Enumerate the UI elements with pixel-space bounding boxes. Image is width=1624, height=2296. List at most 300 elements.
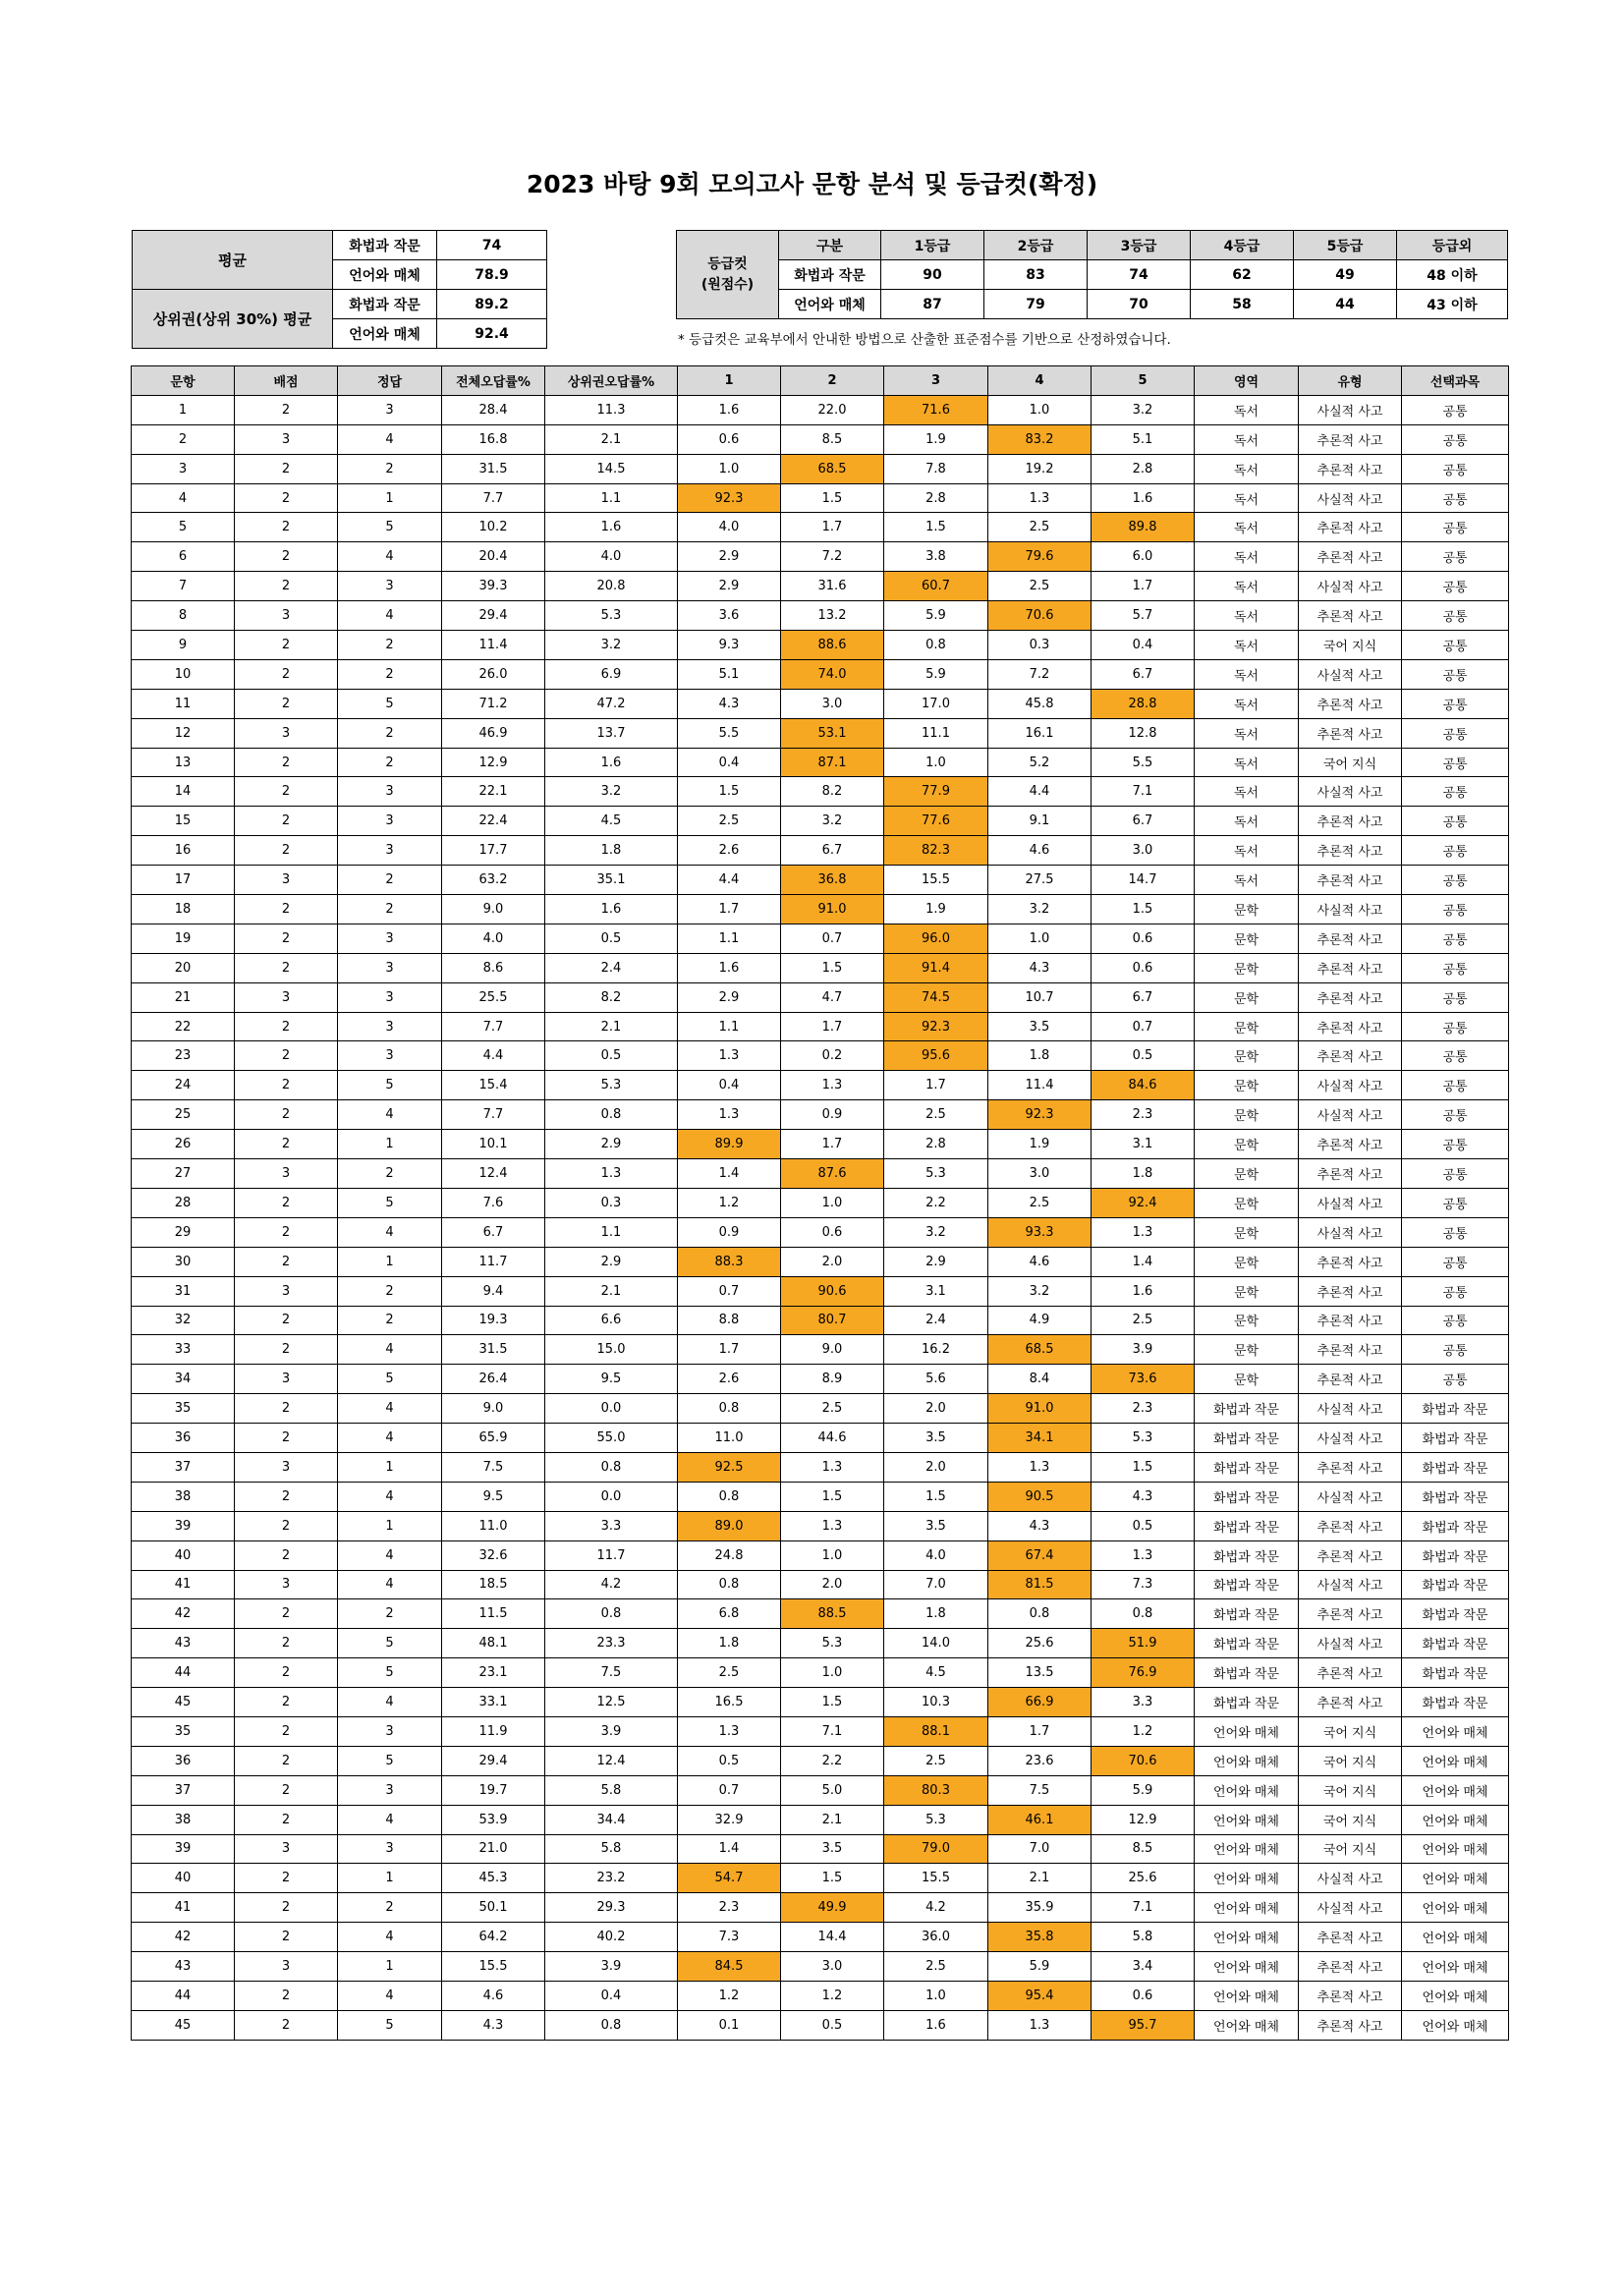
choice-1-cell: 2.5 bbox=[678, 807, 781, 836]
elective-cell: 공통 bbox=[1402, 689, 1509, 718]
type-cell: 추론적 사고 bbox=[1299, 1599, 1402, 1629]
choice-5-cell: 2.3 bbox=[1092, 1394, 1195, 1424]
choice-3-cell: 5.3 bbox=[884, 1805, 988, 1834]
elective-cell: 언어와 매체 bbox=[1402, 1775, 1509, 1805]
choice-5-cell: 89.8 bbox=[1092, 513, 1195, 542]
type-cell: 추론적 사고 bbox=[1299, 807, 1402, 836]
choice-5-cell: 4.3 bbox=[1092, 1482, 1195, 1511]
top-error-rate-cell: 0.5 bbox=[545, 924, 678, 953]
item-number-cell: 25 bbox=[132, 1100, 235, 1130]
column-header-choice-1: 1 bbox=[678, 366, 781, 396]
type-cell: 추론적 사고 bbox=[1299, 1247, 1402, 1276]
choice-2-cell: 90.6 bbox=[781, 1276, 884, 1306]
top-error-rate-cell: 5.8 bbox=[545, 1834, 678, 1864]
elective-cell: 화법과 작문 bbox=[1402, 1452, 1509, 1482]
total-error-rate-cell: 64.2 bbox=[442, 1923, 545, 1952]
total-error-rate-cell: 11.7 bbox=[442, 1247, 545, 1276]
points-cell: 2 bbox=[235, 748, 338, 777]
choice-2-cell: 1.5 bbox=[781, 953, 884, 982]
answer-cell: 4 bbox=[338, 1923, 442, 1952]
total-error-rate-cell: 32.6 bbox=[442, 1540, 545, 1570]
points-cell: 3 bbox=[235, 866, 338, 895]
choice-1-cell: 32.9 bbox=[678, 1805, 781, 1834]
average-subject: 언어와 매체 bbox=[333, 319, 437, 349]
choice-1-cell: 0.8 bbox=[678, 1570, 781, 1599]
table-row bbox=[132, 1775, 1509, 1805]
top-error-rate-cell: 11.7 bbox=[545, 1540, 678, 1570]
total-error-rate-cell: 39.3 bbox=[442, 572, 545, 601]
area-cell: 문학 bbox=[1195, 1217, 1299, 1247]
table-row bbox=[132, 1658, 1509, 1688]
top-error-rate-cell: 4.0 bbox=[545, 542, 678, 572]
item-number-cell: 43 bbox=[132, 1629, 235, 1658]
points-cell: 2 bbox=[235, 1424, 338, 1453]
choice-1-cell: 1.4 bbox=[678, 1159, 781, 1189]
points-cell: 3 bbox=[235, 982, 338, 1012]
elective-cell: 공통 bbox=[1402, 836, 1509, 866]
table-row bbox=[132, 1276, 1509, 1306]
cut-header: 5등급 bbox=[1294, 231, 1397, 260]
choice-3-cell: 96.0 bbox=[884, 924, 988, 953]
total-error-rate-cell: 45.3 bbox=[442, 1864, 545, 1893]
total-error-rate-cell: 19.3 bbox=[442, 1306, 545, 1335]
table-row bbox=[132, 1716, 1509, 1746]
choice-5-cell: 3.0 bbox=[1092, 836, 1195, 866]
item-number-cell: 41 bbox=[132, 1893, 235, 1923]
points-cell: 3 bbox=[235, 1570, 338, 1599]
average-table bbox=[132, 230, 547, 349]
points-cell: 2 bbox=[235, 1012, 338, 1041]
choice-1-cell: 9.3 bbox=[678, 631, 781, 660]
item-number-cell: 42 bbox=[132, 1923, 235, 1952]
points-cell: 2 bbox=[235, 1188, 338, 1217]
choice-4-cell: 2.5 bbox=[988, 572, 1092, 601]
elective-cell: 공통 bbox=[1402, 1365, 1509, 1394]
choice-4-cell: 66.9 bbox=[988, 1688, 1092, 1717]
choice-3-cell: 1.0 bbox=[884, 748, 988, 777]
choice-3-cell: 2.5 bbox=[884, 1100, 988, 1130]
choice-4-cell: 9.1 bbox=[988, 807, 1092, 836]
area-cell: 문학 bbox=[1195, 1071, 1299, 1100]
choice-1-cell: 1.3 bbox=[678, 1716, 781, 1746]
area-cell: 독서 bbox=[1195, 659, 1299, 689]
points-cell: 3 bbox=[235, 1834, 338, 1864]
choice-4-cell: 45.8 bbox=[988, 689, 1092, 718]
table-row bbox=[132, 1952, 1509, 1982]
total-error-rate-cell: 29.4 bbox=[442, 1746, 545, 1775]
table-row bbox=[132, 1834, 1509, 1864]
points-cell: 2 bbox=[235, 395, 338, 424]
type-cell: 사실적 사고 bbox=[1299, 395, 1402, 424]
type-cell: 국어 지식 bbox=[1299, 1775, 1402, 1805]
item-number-cell: 45 bbox=[132, 1688, 235, 1717]
type-cell: 추론적 사고 bbox=[1299, 601, 1402, 631]
choice-5-cell: 1.4 bbox=[1092, 1247, 1195, 1276]
answer-cell: 1 bbox=[338, 1864, 442, 1893]
choice-2-cell: 0.2 bbox=[781, 1041, 884, 1071]
item-number-cell: 13 bbox=[132, 748, 235, 777]
choice-3-cell: 17.0 bbox=[884, 689, 988, 718]
item-number-cell: 43 bbox=[132, 1952, 235, 1982]
choice-3-cell: 74.5 bbox=[884, 982, 988, 1012]
choice-2-cell: 1.3 bbox=[781, 1511, 884, 1540]
total-error-rate-cell: 33.1 bbox=[442, 1688, 545, 1717]
total-error-rate-cell: 11.9 bbox=[442, 1716, 545, 1746]
elective-cell: 언어와 매체 bbox=[1402, 1981, 1509, 2010]
choice-2-cell: 87.6 bbox=[781, 1159, 884, 1189]
column-header-choice-4: 4 bbox=[988, 366, 1092, 396]
elective-cell: 공통 bbox=[1402, 953, 1509, 982]
item-number-cell: 30 bbox=[132, 1247, 235, 1276]
choice-5-cell: 2.8 bbox=[1092, 454, 1195, 483]
points-cell: 2 bbox=[235, 1981, 338, 2010]
answer-cell: 3 bbox=[338, 953, 442, 982]
top-error-rate-cell: 5.3 bbox=[545, 1071, 678, 1100]
answer-cell: 3 bbox=[338, 836, 442, 866]
elective-cell: 공통 bbox=[1402, 895, 1509, 924]
choice-3-cell: 3.5 bbox=[884, 1511, 988, 1540]
choice-3-cell: 1.5 bbox=[884, 1482, 988, 1511]
top-error-rate-cell: 1.6 bbox=[545, 748, 678, 777]
elective-cell: 공통 bbox=[1402, 572, 1509, 601]
type-cell: 국어 지식 bbox=[1299, 748, 1402, 777]
choice-2-cell: 7.2 bbox=[781, 542, 884, 572]
item-analysis-table bbox=[131, 365, 1509, 2041]
area-cell: 문학 bbox=[1195, 982, 1299, 1012]
choice-3-cell: 14.0 bbox=[884, 1629, 988, 1658]
top-error-rate-cell: 40.2 bbox=[545, 1923, 678, 1952]
choice-1-cell: 6.8 bbox=[678, 1599, 781, 1629]
item-number-cell: 12 bbox=[132, 718, 235, 748]
points-cell: 2 bbox=[235, 542, 338, 572]
points-cell: 2 bbox=[235, 1716, 338, 1746]
choice-3-cell: 2.8 bbox=[884, 1130, 988, 1159]
points-cell: 3 bbox=[235, 1452, 338, 1482]
top-error-rate-cell: 4.5 bbox=[545, 807, 678, 836]
answer-cell: 4 bbox=[338, 1217, 442, 1247]
choice-3-cell: 36.0 bbox=[884, 1923, 988, 1952]
choice-3-cell: 2.2 bbox=[884, 1188, 988, 1217]
area-cell: 문학 bbox=[1195, 1306, 1299, 1335]
choice-4-cell: 0.8 bbox=[988, 1599, 1092, 1629]
choice-5-cell: 1.8 bbox=[1092, 1159, 1195, 1189]
item-number-cell: 22 bbox=[132, 1012, 235, 1041]
elective-cell: 언어와 매체 bbox=[1402, 1746, 1509, 1775]
item-number-cell: 6 bbox=[132, 542, 235, 572]
choice-2-cell: 0.9 bbox=[781, 1100, 884, 1130]
answer-cell: 5 bbox=[338, 1188, 442, 1217]
type-cell: 추론적 사고 bbox=[1299, 1952, 1402, 1982]
top-error-rate-cell: 2.9 bbox=[545, 1247, 678, 1276]
elective-cell: 공통 bbox=[1402, 424, 1509, 454]
item-number-cell: 44 bbox=[132, 1658, 235, 1688]
item-number-cell: 26 bbox=[132, 1130, 235, 1159]
choice-2-cell: 7.1 bbox=[781, 1716, 884, 1746]
total-error-rate-cell: 50.1 bbox=[442, 1893, 545, 1923]
choice-2-cell: 8.9 bbox=[781, 1365, 884, 1394]
column-header-top-error-rate: 상위권오답률% bbox=[545, 366, 678, 396]
points-cell: 3 bbox=[235, 424, 338, 454]
points-cell: 2 bbox=[235, 1335, 338, 1365]
cut-value: 83 bbox=[984, 260, 1088, 290]
choice-4-cell: 19.2 bbox=[988, 454, 1092, 483]
choice-1-cell: 84.5 bbox=[678, 1952, 781, 1982]
choice-4-cell: 4.9 bbox=[988, 1306, 1092, 1335]
points-cell: 2 bbox=[235, 1746, 338, 1775]
answer-cell: 2 bbox=[338, 454, 442, 483]
choice-2-cell: 1.3 bbox=[781, 1071, 884, 1100]
choice-4-cell: 3.2 bbox=[988, 1276, 1092, 1306]
choice-1-cell: 0.8 bbox=[678, 1394, 781, 1424]
table-row bbox=[132, 1041, 1509, 1071]
table-row bbox=[132, 631, 1509, 660]
choice-3-cell: 2.0 bbox=[884, 1394, 988, 1424]
choice-2-cell: 8.5 bbox=[781, 424, 884, 454]
answer-cell: 3 bbox=[338, 1041, 442, 1071]
area-cell: 독서 bbox=[1195, 542, 1299, 572]
answer-cell: 1 bbox=[338, 1247, 442, 1276]
area-cell: 문학 bbox=[1195, 953, 1299, 982]
elective-cell: 공통 bbox=[1402, 1071, 1509, 1100]
choice-5-cell: 3.9 bbox=[1092, 1335, 1195, 1365]
type-cell: 국어 지식 bbox=[1299, 1746, 1402, 1775]
choice-4-cell: 1.3 bbox=[988, 483, 1092, 513]
total-error-rate-cell: 11.5 bbox=[442, 1599, 545, 1629]
answer-cell: 2 bbox=[338, 866, 442, 895]
choice-5-cell: 1.6 bbox=[1092, 483, 1195, 513]
choice-5-cell: 1.2 bbox=[1092, 1716, 1195, 1746]
choice-4-cell: 4.3 bbox=[988, 1511, 1092, 1540]
item-number-cell: 40 bbox=[132, 1864, 235, 1893]
choice-1-cell: 11.0 bbox=[678, 1424, 781, 1453]
points-cell: 2 bbox=[235, 1775, 338, 1805]
choice-3-cell: 2.0 bbox=[884, 1452, 988, 1482]
choice-1-cell: 1.6 bbox=[678, 953, 781, 982]
points-cell: 2 bbox=[235, 659, 338, 689]
table-row bbox=[132, 1247, 1509, 1276]
answer-cell: 4 bbox=[338, 1335, 442, 1365]
elective-cell: 공통 bbox=[1402, 866, 1509, 895]
choice-1-cell: 4.0 bbox=[678, 513, 781, 542]
type-cell: 추론적 사고 bbox=[1299, 982, 1402, 1012]
answer-cell: 4 bbox=[338, 1688, 442, 1717]
elective-cell: 공통 bbox=[1402, 483, 1509, 513]
table-row bbox=[132, 1482, 1509, 1511]
points-cell: 2 bbox=[235, 807, 338, 836]
choice-2-cell: 3.5 bbox=[781, 1834, 884, 1864]
area-cell: 언어와 매체 bbox=[1195, 1981, 1299, 2010]
table-row bbox=[132, 1805, 1509, 1834]
area-cell: 독서 bbox=[1195, 395, 1299, 424]
item-number-cell: 21 bbox=[132, 982, 235, 1012]
type-cell: 추론적 사고 bbox=[1299, 1306, 1402, 1335]
choice-1-cell: 2.9 bbox=[678, 542, 781, 572]
choice-3-cell: 71.6 bbox=[884, 395, 988, 424]
answer-cell: 2 bbox=[338, 1276, 442, 1306]
points-cell: 2 bbox=[235, 1658, 338, 1688]
choice-4-cell: 3.0 bbox=[988, 1159, 1092, 1189]
total-error-rate-cell: 19.7 bbox=[442, 1775, 545, 1805]
total-error-rate-cell: 10.2 bbox=[442, 513, 545, 542]
cut-value: 58 bbox=[1191, 290, 1294, 319]
item-number-cell: 20 bbox=[132, 953, 235, 982]
choice-2-cell: 1.7 bbox=[781, 1012, 884, 1041]
table-row bbox=[132, 572, 1509, 601]
answer-cell: 1 bbox=[338, 1130, 442, 1159]
area-cell: 독서 bbox=[1195, 718, 1299, 748]
choice-4-cell: 25.6 bbox=[988, 1629, 1092, 1658]
elective-cell: 화법과 작문 bbox=[1402, 1688, 1509, 1717]
choice-4-cell: 68.5 bbox=[988, 1335, 1092, 1365]
table-row bbox=[132, 1130, 1509, 1159]
table-row bbox=[132, 1688, 1509, 1717]
table-row bbox=[132, 1365, 1509, 1394]
type-cell: 추론적 사고 bbox=[1299, 424, 1402, 454]
elective-cell: 언어와 매체 bbox=[1402, 1834, 1509, 1864]
choice-3-cell: 82.3 bbox=[884, 836, 988, 866]
average-subject: 화법과 작문 bbox=[333, 231, 437, 260]
choice-3-cell: 80.3 bbox=[884, 1775, 988, 1805]
choice-4-cell: 7.5 bbox=[988, 1775, 1092, 1805]
choice-4-cell: 79.6 bbox=[988, 542, 1092, 572]
cut-subject: 언어와 매체 bbox=[779, 290, 881, 319]
type-cell: 추론적 사고 bbox=[1299, 1452, 1402, 1482]
type-cell: 국어 지식 bbox=[1299, 1834, 1402, 1864]
choice-3-cell: 1.5 bbox=[884, 513, 988, 542]
top-error-rate-cell: 1.8 bbox=[545, 836, 678, 866]
choice-1-cell: 1.0 bbox=[678, 454, 781, 483]
choice-3-cell: 4.0 bbox=[884, 1540, 988, 1570]
choice-3-cell: 1.9 bbox=[884, 895, 988, 924]
table-row bbox=[132, 1570, 1509, 1599]
cut-header: 2등급 bbox=[984, 231, 1088, 260]
table-row bbox=[132, 836, 1509, 866]
area-cell: 언어와 매체 bbox=[1195, 1952, 1299, 1982]
choice-5-cell: 14.7 bbox=[1092, 866, 1195, 895]
column-header-area: 영역 bbox=[1195, 366, 1299, 396]
answer-cell: 5 bbox=[338, 1629, 442, 1658]
choice-4-cell: 5.2 bbox=[988, 748, 1092, 777]
choice-3-cell: 2.8 bbox=[884, 483, 988, 513]
elective-cell: 화법과 작문 bbox=[1402, 1482, 1509, 1511]
points-cell: 2 bbox=[235, 924, 338, 953]
top-error-rate-cell: 0.8 bbox=[545, 1599, 678, 1629]
choice-2-cell: 13.2 bbox=[781, 601, 884, 631]
answer-cell: 5 bbox=[338, 2010, 442, 2040]
area-cell: 화법과 작문 bbox=[1195, 1570, 1299, 1599]
elective-cell: 공통 bbox=[1402, 601, 1509, 631]
top-average-label: 상위권(상위 30%) 평균 bbox=[133, 290, 333, 349]
elective-cell: 공통 bbox=[1402, 718, 1509, 748]
elective-cell: 공통 bbox=[1402, 1041, 1509, 1071]
item-number-cell: 42 bbox=[132, 1599, 235, 1629]
choice-1-cell: 1.2 bbox=[678, 1981, 781, 2010]
area-cell: 언어와 매체 bbox=[1195, 1893, 1299, 1923]
choice-5-cell: 0.7 bbox=[1092, 1012, 1195, 1041]
top-error-rate-cell: 2.1 bbox=[545, 1276, 678, 1306]
points-cell: 2 bbox=[235, 836, 338, 866]
type-cell: 추론적 사고 bbox=[1299, 1041, 1402, 1071]
item-number-cell: 4 bbox=[132, 483, 235, 513]
elective-cell: 공통 bbox=[1402, 924, 1509, 953]
column-header-item-number: 문항 bbox=[132, 366, 235, 396]
item-number-cell: 41 bbox=[132, 1570, 235, 1599]
item-number-cell: 27 bbox=[132, 1159, 235, 1189]
choice-5-cell: 1.6 bbox=[1092, 1276, 1195, 1306]
area-cell: 언어와 매체 bbox=[1195, 1834, 1299, 1864]
item-number-cell: 45 bbox=[132, 2010, 235, 2040]
table-row bbox=[132, 1540, 1509, 1570]
total-error-rate-cell: 23.1 bbox=[442, 1658, 545, 1688]
area-cell: 문학 bbox=[1195, 895, 1299, 924]
area-cell: 언어와 매체 bbox=[1195, 1864, 1299, 1893]
choice-3-cell: 11.1 bbox=[884, 718, 988, 748]
choice-2-cell: 2.0 bbox=[781, 1247, 884, 1276]
answer-cell: 1 bbox=[338, 1452, 442, 1482]
area-cell: 문학 bbox=[1195, 924, 1299, 953]
elective-cell: 공통 bbox=[1402, 1130, 1509, 1159]
choice-5-cell: 0.6 bbox=[1092, 953, 1195, 982]
item-number-cell: 39 bbox=[132, 1511, 235, 1540]
choice-2-cell: 5.3 bbox=[781, 1629, 884, 1658]
column-header-choice-2: 2 bbox=[781, 366, 884, 396]
points-cell: 2 bbox=[235, 631, 338, 660]
points-cell: 2 bbox=[235, 572, 338, 601]
type-cell: 추론적 사고 bbox=[1299, 689, 1402, 718]
type-cell: 사실적 사고 bbox=[1299, 1217, 1402, 1247]
points-cell: 3 bbox=[235, 1276, 338, 1306]
table-row bbox=[132, 542, 1509, 572]
choice-2-cell: 2.2 bbox=[781, 1746, 884, 1775]
table-row bbox=[132, 1335, 1509, 1365]
choice-5-cell: 6.7 bbox=[1092, 807, 1195, 836]
top-error-rate-cell: 3.2 bbox=[545, 631, 678, 660]
choice-3-cell: 1.9 bbox=[884, 424, 988, 454]
choice-2-cell: 1.7 bbox=[781, 1130, 884, 1159]
type-cell: 추론적 사고 bbox=[1299, 513, 1402, 542]
total-error-rate-cell: 65.9 bbox=[442, 1424, 545, 1453]
total-error-rate-cell: 7.7 bbox=[442, 1100, 545, 1130]
type-cell: 국어 지식 bbox=[1299, 1805, 1402, 1834]
choice-3-cell: 1.6 bbox=[884, 2010, 988, 2040]
answer-cell: 2 bbox=[338, 631, 442, 660]
choice-4-cell: 16.1 bbox=[988, 718, 1092, 748]
choice-5-cell: 12.8 bbox=[1092, 718, 1195, 748]
answer-cell: 4 bbox=[338, 1424, 442, 1453]
table-row bbox=[132, 1188, 1509, 1217]
choice-4-cell: 1.0 bbox=[988, 924, 1092, 953]
choice-4-cell: 34.1 bbox=[988, 1424, 1092, 1453]
choice-3-cell: 0.8 bbox=[884, 631, 988, 660]
area-cell: 독서 bbox=[1195, 424, 1299, 454]
choice-4-cell: 35.9 bbox=[988, 1893, 1092, 1923]
answer-cell: 5 bbox=[338, 1746, 442, 1775]
choice-1-cell: 2.9 bbox=[678, 982, 781, 1012]
choice-1-cell: 89.0 bbox=[678, 1511, 781, 1540]
top-error-rate-cell: 2.1 bbox=[545, 1012, 678, 1041]
top-error-rate-cell: 8.2 bbox=[545, 982, 678, 1012]
type-cell: 사실적 사고 bbox=[1299, 777, 1402, 807]
choice-1-cell: 1.4 bbox=[678, 1834, 781, 1864]
choice-4-cell: 83.2 bbox=[988, 424, 1092, 454]
area-cell: 독서 bbox=[1195, 836, 1299, 866]
points-cell: 3 bbox=[235, 1365, 338, 1394]
choice-3-cell: 77.9 bbox=[884, 777, 988, 807]
table-row bbox=[132, 1071, 1509, 1100]
table-row bbox=[132, 2010, 1509, 2040]
total-error-rate-cell: 7.7 bbox=[442, 1012, 545, 1041]
item-number-cell: 37 bbox=[132, 1775, 235, 1805]
